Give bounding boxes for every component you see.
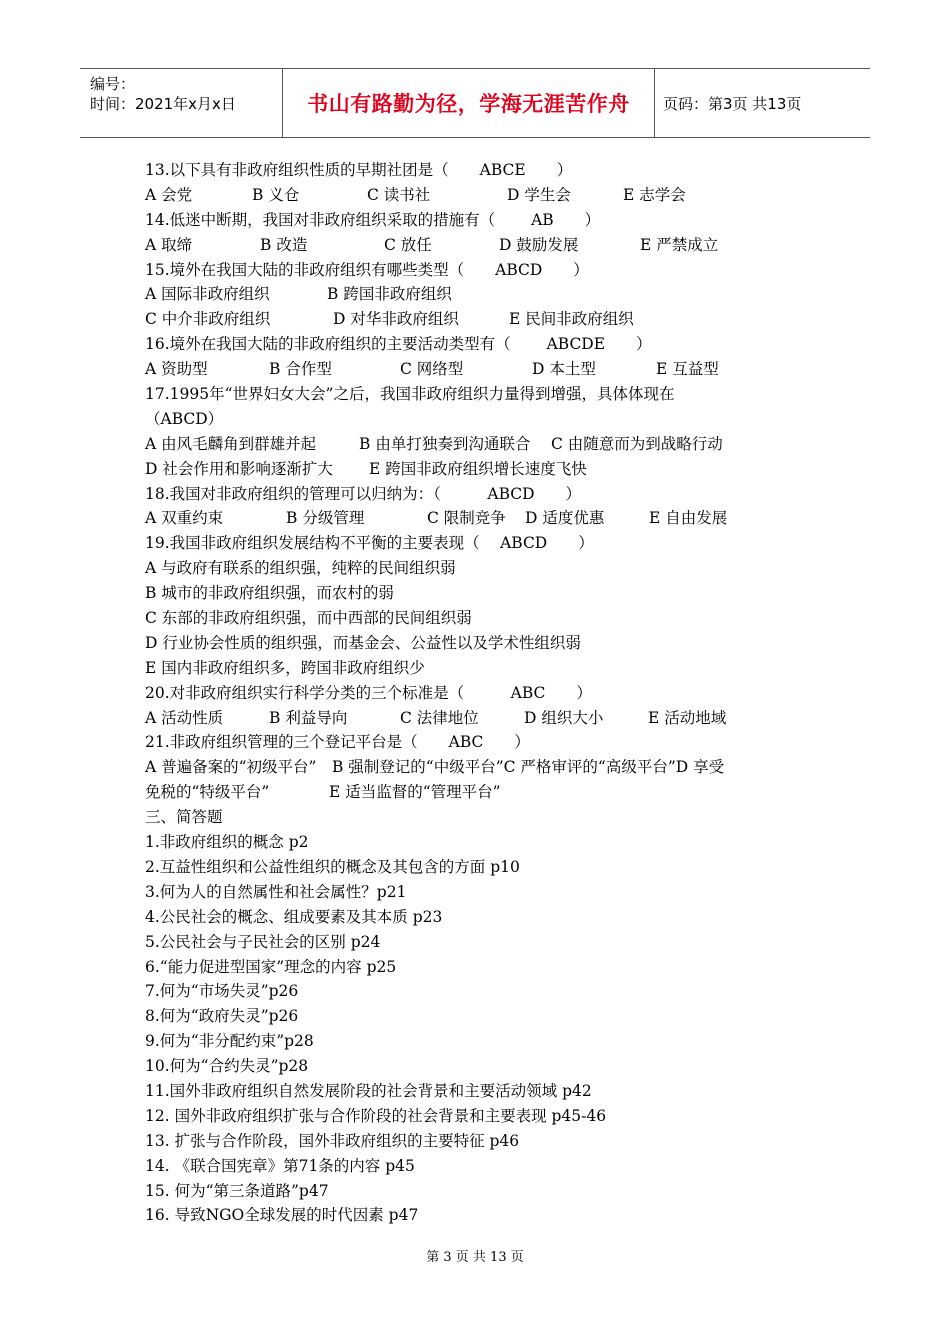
text-line <box>145 183 835 208</box>
answer-option: E 跨国非政府组织增长速度飞快 <box>369 459 587 478</box>
answer-option: C 由随意而为到战略行动 <box>551 434 723 453</box>
text-line: 21.非政府组织管理的三个登记平台是（ ABC ） <box>145 733 530 752</box>
header-motto-cell <box>283 69 655 137</box>
document-body <box>145 158 835 1228</box>
document-id-label: 编号： <box>90 75 136 93</box>
text-line: 6.“能力促进型国家”理念的内容 p25 <box>145 957 397 976</box>
text-line: 8.何为“政府失灵”p26 <box>145 1007 299 1026</box>
answer-option: B 利益导向 <box>269 708 348 727</box>
header-motto: 书山有路勤为径，学海无涯苦作舟 <box>307 92 630 116</box>
text-line: 17.1995年“世界妇女大会”之后，我国非政府组织力量得到增强，具体体现在 <box>145 385 675 404</box>
text-line: 9.何为“非分配约束”p28 <box>145 1032 314 1051</box>
answer-option: B 跨国非政府组织 <box>327 285 452 304</box>
header-page-cell <box>655 69 870 137</box>
answer-option: D 学生会 <box>507 185 571 204</box>
answer-option: A 由风毛麟角到群雄并起 <box>145 434 317 453</box>
page-footer: 第 3 页 共 13 页 <box>426 1250 524 1265</box>
text-line <box>145 282 835 307</box>
answer-option: D 适度优惠 <box>525 509 605 528</box>
page-header <box>80 68 870 138</box>
text-line: 18.我国对非政府组织的管理可以归纳为：（ ABCD ） <box>145 484 582 503</box>
text-line: 1.非政府组织的概念 p2 <box>145 833 309 852</box>
text-line: B 城市的非政府组织强，而农村的弱 <box>145 584 394 603</box>
text-line: 三、简答题 <box>145 808 223 827</box>
text-line: 2.互益性组织和公益性组织的概念及其包含的方面 p10 <box>145 857 520 876</box>
answer-option: D 本土型 <box>532 360 596 379</box>
text-line: 15.境外在我国大陆的非政府组织有哪些类型（ ABCD ） <box>145 260 589 279</box>
text-line: 16. 导致NGO全球发展的时代因素 p47 <box>145 1206 419 1225</box>
text-line: 19.我国非政府组织发展结构不平衡的主要表现（ ABCD ） <box>145 534 594 553</box>
answer-option: D 组织大小 <box>524 708 604 727</box>
answer-option: E 活动地域 <box>648 708 727 727</box>
answer-option: C 网络型 <box>400 360 464 379</box>
answer-option: A 国际非政府组织 <box>145 285 270 304</box>
text-line: A 普遍备案的“初级平台” B 强制登记的“中级平台”C 严格审评的“高级平台”D 享受 <box>145 758 725 777</box>
text-line: 14.低迷中断期，我国对非政府组织采取的措施有（ AB ） <box>145 210 601 229</box>
text-line: D 行业协会性质的组织强，而基金会、公益性以及学术性组织弱 <box>145 633 581 652</box>
answer-option: E 互益型 <box>656 360 719 379</box>
header-page-label: 页码：第3页 共13页 <box>663 94 802 113</box>
text-line: E 国内非政府组织多，跨国非政府组织少 <box>145 658 425 677</box>
answer-option: A 取缔 <box>145 235 193 254</box>
text-line: 20.对非政府组织实行科学分类的三个标准是（ ABC ） <box>145 683 592 702</box>
answer-option: 免税的“特级平台” <box>145 783 270 802</box>
text-line: 15. 何为“第三条道路”p47 <box>145 1181 329 1200</box>
text-line: 14. 《联合国宪章》第71条的内容 p45 <box>145 1156 415 1175</box>
text-line: 12. 国外非政府组织扩张与合作阶段的社会背景和主要表现 p45-46 <box>145 1106 607 1125</box>
answer-option: E 自由发展 <box>649 509 728 528</box>
text-line <box>145 307 835 332</box>
answer-option: E 民间非政府组织 <box>509 310 634 329</box>
answer-option: B 合作型 <box>269 360 332 379</box>
answer-option: E 适当监督的“管理平台” <box>329 783 501 802</box>
text-line: A 与政府有联系的组织强，纯粹的民间组织弱 <box>145 559 456 578</box>
answer-option: D 对华非政府组织 <box>333 310 459 329</box>
answer-option: A 资助型 <box>145 360 208 379</box>
document-time-label: 时间：2021年x月x日 <box>90 95 236 113</box>
answer-option: C 放任 <box>384 235 432 254</box>
text-line: 13.以下具有非政府组织性质的早期社团是（ ABCE ） <box>145 161 573 179</box>
text-line <box>145 706 835 731</box>
text-line: （ABCD） <box>145 409 224 428</box>
answer-option: C 法律地位 <box>400 708 479 727</box>
text-line <box>145 357 835 382</box>
answer-option: A 会党 <box>145 185 193 204</box>
header-meta <box>80 69 283 137</box>
text-line: 11.国外非政府组织自然发展阶段的社会背景和主要活动领域 p42 <box>145 1081 592 1100</box>
answer-option: C 限制竞争 <box>427 509 506 528</box>
text-line: C 东部的非政府组织强，而中西部的民间组织弱 <box>145 609 472 628</box>
answer-option: C 中介非政府组织 <box>145 310 271 329</box>
text-line <box>145 457 835 482</box>
text-line <box>145 432 835 457</box>
answer-option: C 读书社 <box>367 185 431 204</box>
text-line: 16.境外在我国大陆的非政府组织的主要活动类型有（ ABCDE ） <box>145 335 652 354</box>
answer-option: E 严禁成立 <box>640 235 719 254</box>
text-line <box>145 233 835 258</box>
answer-option: B 义仓 <box>252 185 300 204</box>
text-line <box>145 506 835 531</box>
answer-option: D 社会作用和影响逐渐扩大 <box>145 459 333 478</box>
answer-option: B 改造 <box>260 235 308 254</box>
answer-option: B 由单打独奏到沟通联合 <box>359 434 531 453</box>
text-line: 3.何为人的自然属性和社会属性？p21 <box>145 882 407 901</box>
text-line: 13. 扩张与合作阶段，国外非政府组织的主要特征 p46 <box>145 1131 520 1150</box>
text-line: 4.公民社会的概念、组成要素及其本质 p23 <box>145 907 443 926</box>
text-line: 7.何为“市场失灵”p26 <box>145 982 299 1001</box>
answer-option: E 志学会 <box>623 185 686 204</box>
text-line: 5.公民社会与子民社会的区别 p24 <box>145 932 381 951</box>
text-line: 10.何为“合约失灵”p28 <box>145 1057 309 1076</box>
answer-option: D 鼓励发展 <box>499 235 579 254</box>
text-line <box>145 780 835 805</box>
answer-option: A 活动性质 <box>145 708 224 727</box>
answer-option: A 双重约束 <box>145 509 224 528</box>
answer-option: B 分级管理 <box>286 509 365 528</box>
